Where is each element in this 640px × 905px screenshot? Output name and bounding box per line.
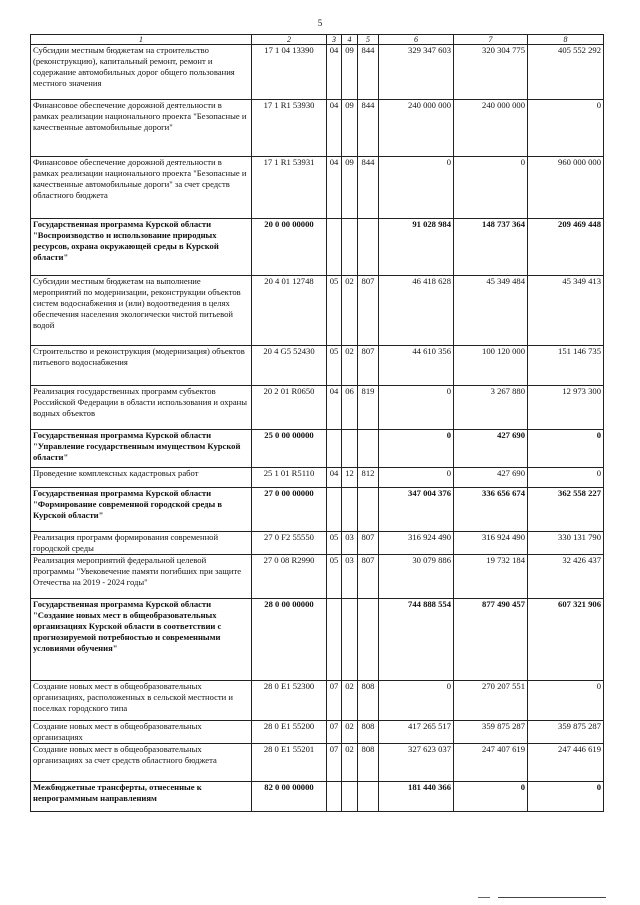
- ministry-code: 844: [358, 100, 379, 157]
- row-description: Создание новых мест в общеобразовательных организациях: [31, 721, 252, 744]
- column-number-row: [31, 35, 604, 45]
- amount-year-3: 405 552 292: [528, 45, 604, 100]
- target-code: 82 0 00 00000: [252, 782, 327, 812]
- amount-year-2: 247 407 619: [454, 744, 528, 782]
- table-row: [31, 488, 604, 532]
- amount-year-3: 359 875 287: [528, 721, 604, 744]
- section-code: 07: [327, 681, 342, 721]
- subsection-code: [342, 599, 358, 681]
- target-code: 27 0 F2 55550: [252, 532, 327, 555]
- subsection-code: 02: [342, 346, 358, 386]
- section-code: 05: [327, 532, 342, 555]
- target-code: 20 0 00 00000: [252, 219, 327, 276]
- section-code: 05: [327, 346, 342, 386]
- amount-year-1: 30 079 886: [379, 555, 454, 599]
- table-row: [31, 721, 604, 744]
- column-number-header: 8: [528, 35, 604, 45]
- amount-year-2: 0: [454, 782, 528, 812]
- amount-year-1: 0: [379, 386, 454, 430]
- amount-year-3: 45 349 413: [528, 276, 604, 346]
- ministry-code: [358, 430, 379, 468]
- amount-year-2: 877 490 457: [454, 599, 528, 681]
- target-code: 20 4 G5 52430: [252, 346, 327, 386]
- table-row: [31, 219, 604, 276]
- amount-year-2: 240 000 000: [454, 100, 528, 157]
- column-number-header: 3: [327, 35, 342, 45]
- amount-year-3: 209 469 448: [528, 219, 604, 276]
- subsection-code: 02: [342, 276, 358, 346]
- section-code: 07: [327, 744, 342, 782]
- ministry-code: 844: [358, 45, 379, 100]
- subsection-code: 03: [342, 532, 358, 555]
- ministry-code: 808: [358, 744, 379, 782]
- subsection-code: 09: [342, 157, 358, 219]
- amount-year-2: 148 737 364: [454, 219, 528, 276]
- amount-year-2: 427 690: [454, 430, 528, 468]
- row-description: Строительство и реконструкция (модернизация) объектов питьевого водоснабжения: [31, 346, 252, 386]
- subsection-code: 12: [342, 468, 358, 488]
- table-row: [31, 45, 604, 100]
- amount-year-1: 240 000 000: [379, 100, 454, 157]
- row-description: Субсидии местным бюджетам на строительство (реконструкцию), капитальный ремонт, ремонт и содержание автомобильных дорог общего пользования местного значения: [31, 45, 252, 100]
- ministry-code: 807: [358, 346, 379, 386]
- amount-year-3: 0: [528, 468, 604, 488]
- page-number: 5: [317, 18, 323, 28]
- footer-dash: [478, 897, 490, 898]
- section-code: 05: [327, 276, 342, 346]
- ministry-code: 812: [358, 468, 379, 488]
- row-description: Реализация программ формирования современной городской среды: [31, 532, 252, 555]
- amount-year-3: 607 321 906: [528, 599, 604, 681]
- ministry-code: [358, 782, 379, 812]
- target-code: 25 1 01 R5110: [252, 468, 327, 488]
- column-number-header: 1: [31, 35, 252, 45]
- amount-year-3: 247 446 619: [528, 744, 604, 782]
- target-code: 25 0 00 00000: [252, 430, 327, 468]
- amount-year-1: 0: [379, 430, 454, 468]
- amount-year-2: 427 690: [454, 468, 528, 488]
- subsection-code: [342, 430, 358, 468]
- subsection-code: 02: [342, 744, 358, 782]
- target-code: 28 0 E1 52300: [252, 681, 327, 721]
- amount-year-2: 316 924 490: [454, 532, 528, 555]
- target-code: 20 4 01 12748: [252, 276, 327, 346]
- amount-year-1: 316 924 490: [379, 532, 454, 555]
- amount-year-2: 19 732 184: [454, 555, 528, 599]
- ministry-code: [358, 599, 379, 681]
- section-code: 04: [327, 157, 342, 219]
- table-row: [31, 681, 604, 721]
- target-code: 20 2 01 R0650: [252, 386, 327, 430]
- row-description: Межбюджетные трансферты, отнесенные к непрограммным направлениям: [31, 782, 252, 812]
- amount-year-1: 46 418 628: [379, 276, 454, 346]
- row-description: Проведение комплексных кадастровых работ: [31, 468, 252, 488]
- column-number-header: 4: [342, 35, 358, 45]
- section-code: 04: [327, 100, 342, 157]
- target-code: 27 0 00 00000: [252, 488, 327, 532]
- amount-year-3: 0: [528, 430, 604, 468]
- amount-year-3: 330 131 790: [528, 532, 604, 555]
- subsection-code: 09: [342, 45, 358, 100]
- amount-year-2: 45 349 484: [454, 276, 528, 346]
- table-row: [31, 276, 604, 346]
- target-code: 28 0 E1 55201: [252, 744, 327, 782]
- section-code: [327, 488, 342, 532]
- section-code: 04: [327, 386, 342, 430]
- table-row: [31, 157, 604, 219]
- amount-year-2: 100 120 000: [454, 346, 528, 386]
- section-code: 04: [327, 45, 342, 100]
- ministry-code: 807: [358, 555, 379, 599]
- table-row: [31, 744, 604, 782]
- amount-year-2: 320 304 775: [454, 45, 528, 100]
- section-code: 05: [327, 555, 342, 599]
- amount-year-1: 0: [379, 681, 454, 721]
- subsection-code: 06: [342, 386, 358, 430]
- row-description: Государственная программа Курской области "Воспроизводство и использование природных ресурсов, охрана окружающей среды в Курской области": [31, 219, 252, 276]
- amount-year-1: 0: [379, 468, 454, 488]
- amount-year-1: 181 440 366: [379, 782, 454, 812]
- section-code: [327, 599, 342, 681]
- footer-line: [498, 897, 606, 898]
- amount-year-3: 151 146 735: [528, 346, 604, 386]
- row-description: Создание новых мест в общеобразовательных организациях, расположенных в сельской местности и поселках городского типа: [31, 681, 252, 721]
- amount-year-2: 270 207 551: [454, 681, 528, 721]
- ministry-code: 808: [358, 721, 379, 744]
- target-code: 17 1 04 13390: [252, 45, 327, 100]
- table-row: [31, 386, 604, 430]
- amount-year-1: 44 610 356: [379, 346, 454, 386]
- ministry-code: 808: [358, 681, 379, 721]
- table-row: [31, 100, 604, 157]
- ministry-code: 844: [358, 157, 379, 219]
- ministry-code: [358, 219, 379, 276]
- column-number-header: 5: [358, 35, 379, 45]
- subsection-code: 03: [342, 555, 358, 599]
- column-number-header: 6: [379, 35, 454, 45]
- table-row: [31, 532, 604, 555]
- row-description: Финансовое обеспечение дорожной деятельности в рамках реализации национального проекта "Безопасные и качественные автомобильные дороги" за счет средств областного бюджета: [31, 157, 252, 219]
- section-code: 04: [327, 468, 342, 488]
- amount-year-3: 32 426 437: [528, 555, 604, 599]
- table-row: [31, 346, 604, 386]
- target-code: 28 0 00 00000: [252, 599, 327, 681]
- amount-year-1: 327 623 037: [379, 744, 454, 782]
- target-code: 17 1 R1 53930: [252, 100, 327, 157]
- table-row: [31, 468, 604, 488]
- target-code: 28 0 E1 55200: [252, 721, 327, 744]
- amount-year-1: 744 888 554: [379, 599, 454, 681]
- subsection-code: 02: [342, 721, 358, 744]
- budget-table: [30, 34, 604, 812]
- amount-year-1: 0: [379, 157, 454, 219]
- amount-year-1: 91 028 984: [379, 219, 454, 276]
- amount-year-3: 0: [528, 782, 604, 812]
- target-code: 27 0 08 R2990: [252, 555, 327, 599]
- amount-year-1: 417 265 517: [379, 721, 454, 744]
- amount-year-3: 960 000 000: [528, 157, 604, 219]
- amount-year-3: 0: [528, 100, 604, 157]
- row-description: Государственная программа Курской области "Формирование современной городской среды в Курской области": [31, 488, 252, 532]
- amount-year-1: 347 004 376: [379, 488, 454, 532]
- amount-year-3: 12 973 300: [528, 386, 604, 430]
- row-description: Финансовое обеспечение дорожной деятельности в рамках реализации национального проекта "Безопасные и качественные автомобильные дороги": [31, 100, 252, 157]
- row-description: Субсидии местным бюджетам на выполнение мероприятий по модернизации, реконструкции объектов систем водоснабжения и (или) водоотведения в целях обеспечения населения экологически чистой питьевой водой: [31, 276, 252, 346]
- table-row: [31, 430, 604, 468]
- column-number-header: 7: [454, 35, 528, 45]
- section-code: [327, 219, 342, 276]
- row-description: Государственная программа Курской области "Управление государственным имуществом Курской области": [31, 430, 252, 468]
- subsection-code: 09: [342, 100, 358, 157]
- table-row: [31, 782, 604, 812]
- ministry-code: [358, 488, 379, 532]
- table-row: [31, 599, 604, 681]
- amount-year-2: 3 267 880: [454, 386, 528, 430]
- amount-year-3: 0: [528, 681, 604, 721]
- section-code: [327, 430, 342, 468]
- ministry-code: 819: [358, 386, 379, 430]
- ministry-code: 807: [358, 532, 379, 555]
- subsection-code: [342, 782, 358, 812]
- subsection-code: [342, 219, 358, 276]
- amount-year-3: 362 558 227: [528, 488, 604, 532]
- column-number-header: 2: [252, 35, 327, 45]
- amount-year-2: 359 875 287: [454, 721, 528, 744]
- amount-year-1: 329 347 603: [379, 45, 454, 100]
- row-description: Реализация государственных программ субъектов Российской Федерации в области использования и охраны водных объектов: [31, 386, 252, 430]
- table-row: [31, 555, 604, 599]
- subsection-code: 02: [342, 681, 358, 721]
- row-description: Реализация мероприятий федеральной целевой программы "Увековечение памяти погибших при защите Отечества на 2019 - 2024 годы": [31, 555, 252, 599]
- subsection-code: [342, 488, 358, 532]
- amount-year-2: 0: [454, 157, 528, 219]
- target-code: 17 1 R1 53931: [252, 157, 327, 219]
- amount-year-2: 336 656 674: [454, 488, 528, 532]
- section-code: [327, 782, 342, 812]
- row-description: Создание новых мест в общеобразовательных организациях за счет средств областного бюджета: [31, 744, 252, 782]
- ministry-code: 807: [358, 276, 379, 346]
- row-description: Государственная программа Курской области "Создание новых мест в общеобразовательных организациях Курской области в соответствии с прогнозируемой потребностью и современными условиями обучения": [31, 599, 252, 681]
- section-code: 07: [327, 721, 342, 744]
